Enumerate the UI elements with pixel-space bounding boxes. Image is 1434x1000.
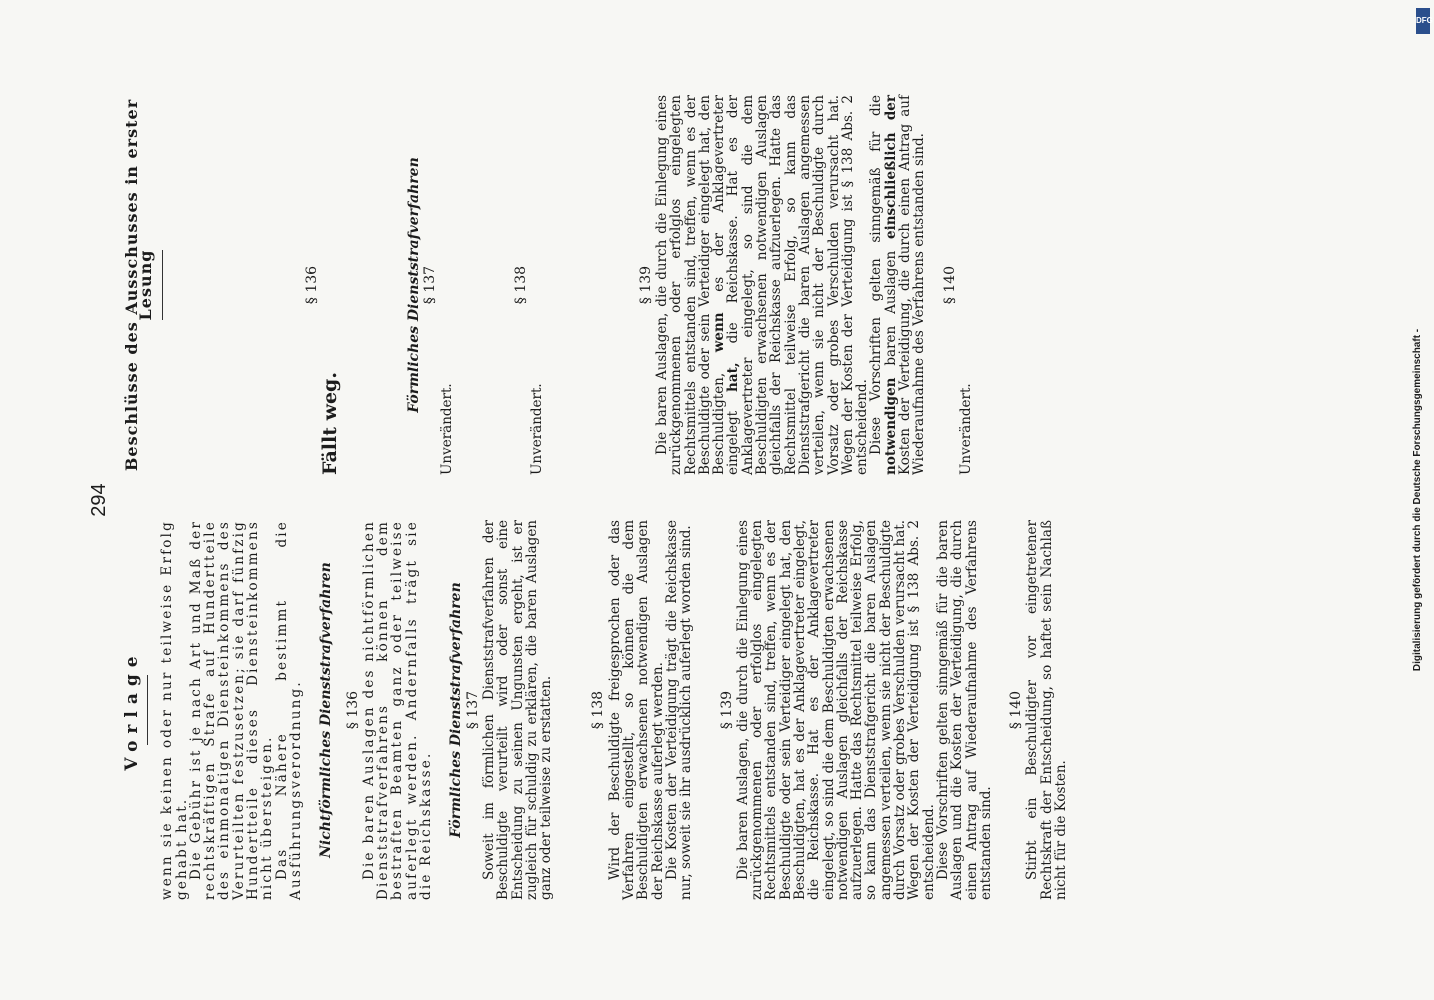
section-138-text-2: Die Kosten der Verteidigung trägt die Reichskasse nur, soweit sie ihr ausdrücklich auferlegt worden sind.	[663, 520, 695, 900]
section-140-unchanged: Unverändert.	[957, 383, 974, 475]
section-136-deleted: Fällt weg.	[318, 372, 341, 475]
column-beschluesse	[122, 95, 974, 475]
section-136-label: § 136	[344, 690, 361, 730]
emphasis-wenn: wenn	[711, 312, 728, 353]
digitization-note	[1412, 0, 1428, 1000]
section-140-label: § 140	[1008, 690, 1025, 730]
intro-paragraph-2: Die Gebühr ist je nach Art und Maß der rechtskräftigen Strafe auf Hundertteile des einmonatigen Diensteinkommens des Verurteilten festzusetzen; sie darf fünfzig Hundertteile dieses Diensteinkommens nicht übersteigen.	[187, 520, 276, 900]
page-number: 294	[88, 483, 110, 517]
section-136-label-right: § 136	[303, 265, 320, 305]
section-137-label-right: § 137	[422, 265, 439, 305]
subheading-nichtfoermlich: Nichtförmliches Dienststrafverfahren	[318, 562, 335, 858]
section-138-label-right: § 138	[513, 265, 530, 305]
section-139-text-right-1: Die baren Auslagen, die durch die Einlegung eines zurückgenommenen oder erfolglos eingelegten Rechtsmittels entstanden sind, treffen, wenn es der Beschuldigte oder sein Verteidiger eingelegt hat, den Beschuldigten, wenn es der Anklagevertreter eingelegt hat, die Reichskasse. Hat es der Anklagevertreter eingelegt, so sind die dem Beschuldigten erwachsenen notwendigen Auslagen gleichfalls der Reichskasse aufzuerlegen. Hatte das Rechtsmittel teilweise Erfolg, so kann das Dienststrafgericht die baren Auslagen angemessen verteilen, wenn sie nicht der Beschuldigte durch Vorsatz oder grobes Verschulden verursacht hat. Wegen der Kosten der Verteidigung ist § 138 Abs. 2 entscheidend.	[653, 95, 871, 475]
section-138-label: § 138	[590, 690, 607, 730]
section-138-text-1: Wird der Beschuldigte freigesprochen oder das Verfahren eingestellt, so können die dem Beschuldigten erwachsenen notwendigen Auslagen der Reichskasse auferlegt werden.	[606, 520, 666, 900]
emphasis-einschliesslich: einschließlich der	[882, 95, 899, 239]
section-139-label-right: § 139	[637, 265, 654, 305]
intro-paragraph-1: wenn sie keinen oder nur teilweise Erfolg gehabt hat.	[159, 520, 190, 900]
section-140-label-right: § 140	[941, 265, 958, 305]
section-138-unchanged: Unverändert.	[529, 383, 546, 475]
emphasis-notwendigen: notwendigen	[882, 377, 899, 475]
section-137-text: Soweit im förmlichen Dienststrafverfahren der Beschuldigte verurteilt wird oder sonst eine Entscheidung zu seinen Ungunsten ergeht, ist er zugleich für schuldig zu erklären, die baren Auslagen ganz oder teilweise zu erstatten.	[480, 520, 555, 900]
column-heading-vorlage: Vorlage	[122, 649, 142, 771]
section-139-text-right-2: Diese Vorschriften gelten sinngemäß für die notwendigen baren Auslagen einschließlich der Kosten der Verteidigung, die durch einen Antrag auf Wiederaufnahme des Verfahrens entstanden sind.	[868, 95, 928, 475]
section-140-text: Stirbt ein Beschuldigter vor eingetretener Rechtskraft der Entscheidung, so haftet sein Nachlaß nicht für die Kosten.	[1024, 520, 1070, 900]
heading-rule	[162, 250, 163, 320]
column-vorlage	[122, 520, 1070, 900]
subheading-foermlich: Förmliches Dienststrafverfahren	[448, 582, 465, 838]
intro-paragraph-3: Das Nähere bestimmt die Ausführungsverordnung.	[273, 520, 304, 900]
dfg-logo: DFG	[1416, 8, 1430, 34]
emphasis-hat: hat,	[725, 362, 742, 392]
digitization-note-text: Digitalisierung gefördert durch die Deutsche Forschungsgemeinschaft -	[1412, 328, 1423, 672]
section-139-text-1: Die baren Auslagen, die durch die Einlegung eines zurückgenommenen oder erfolglos eingelegten Rechtsmittels entstanden sind, treffen, wenn es der Beschuldigte oder sein Verteidiger eingelegt hat, den Beschuldigten, hat es der Anklagevertreter eingelegt, die Reichskasse. Hat es der Anklagevertreter eingelegt, so sind die dem Beschuldigten erwachsenen notwendigen Auslagen gleichfalls der Reichskasse aufzuerlegen. Hatte das Rechtsmittel teilweise Erfolg, so kann das Dienststrafgericht die baren Auslagen angemessen verteilen, wenn sie nicht der Beschuldigte durch Vorsatz oder grobes Verschulden verursacht hat. Wegen der Kosten der Verteidigung ist § 138 Abs. 2 entscheidend.	[734, 520, 937, 900]
heading-rule	[147, 675, 148, 745]
section-137-unchanged: Unverändert.	[438, 383, 455, 475]
subheading-foermlich-right: Förmliches Dienststrafverfahren	[406, 157, 423, 413]
section-139-text-2: Diese Vorschriften gelten sinngemäß für die baren Auslagen und die Kosten der Verteidigung, die durch einen Antrag auf Wiederaufnahme des Verfahrens entstanden sind.	[934, 520, 994, 900]
section-139-label: § 139	[718, 690, 735, 730]
section-136-text: Die baren Auslagen des nichtförmlichen Dienststrafverfahrens können dem bestraften Beamten ganz oder teilweise auferlegt werden. Andernfalls trägt sie die Reichskasse.	[360, 520, 435, 900]
column-heading-beschluesse: Beschlüsse des Ausschusses in erster Lesung	[122, 98, 156, 472]
section-137-label: § 137	[464, 690, 481, 730]
